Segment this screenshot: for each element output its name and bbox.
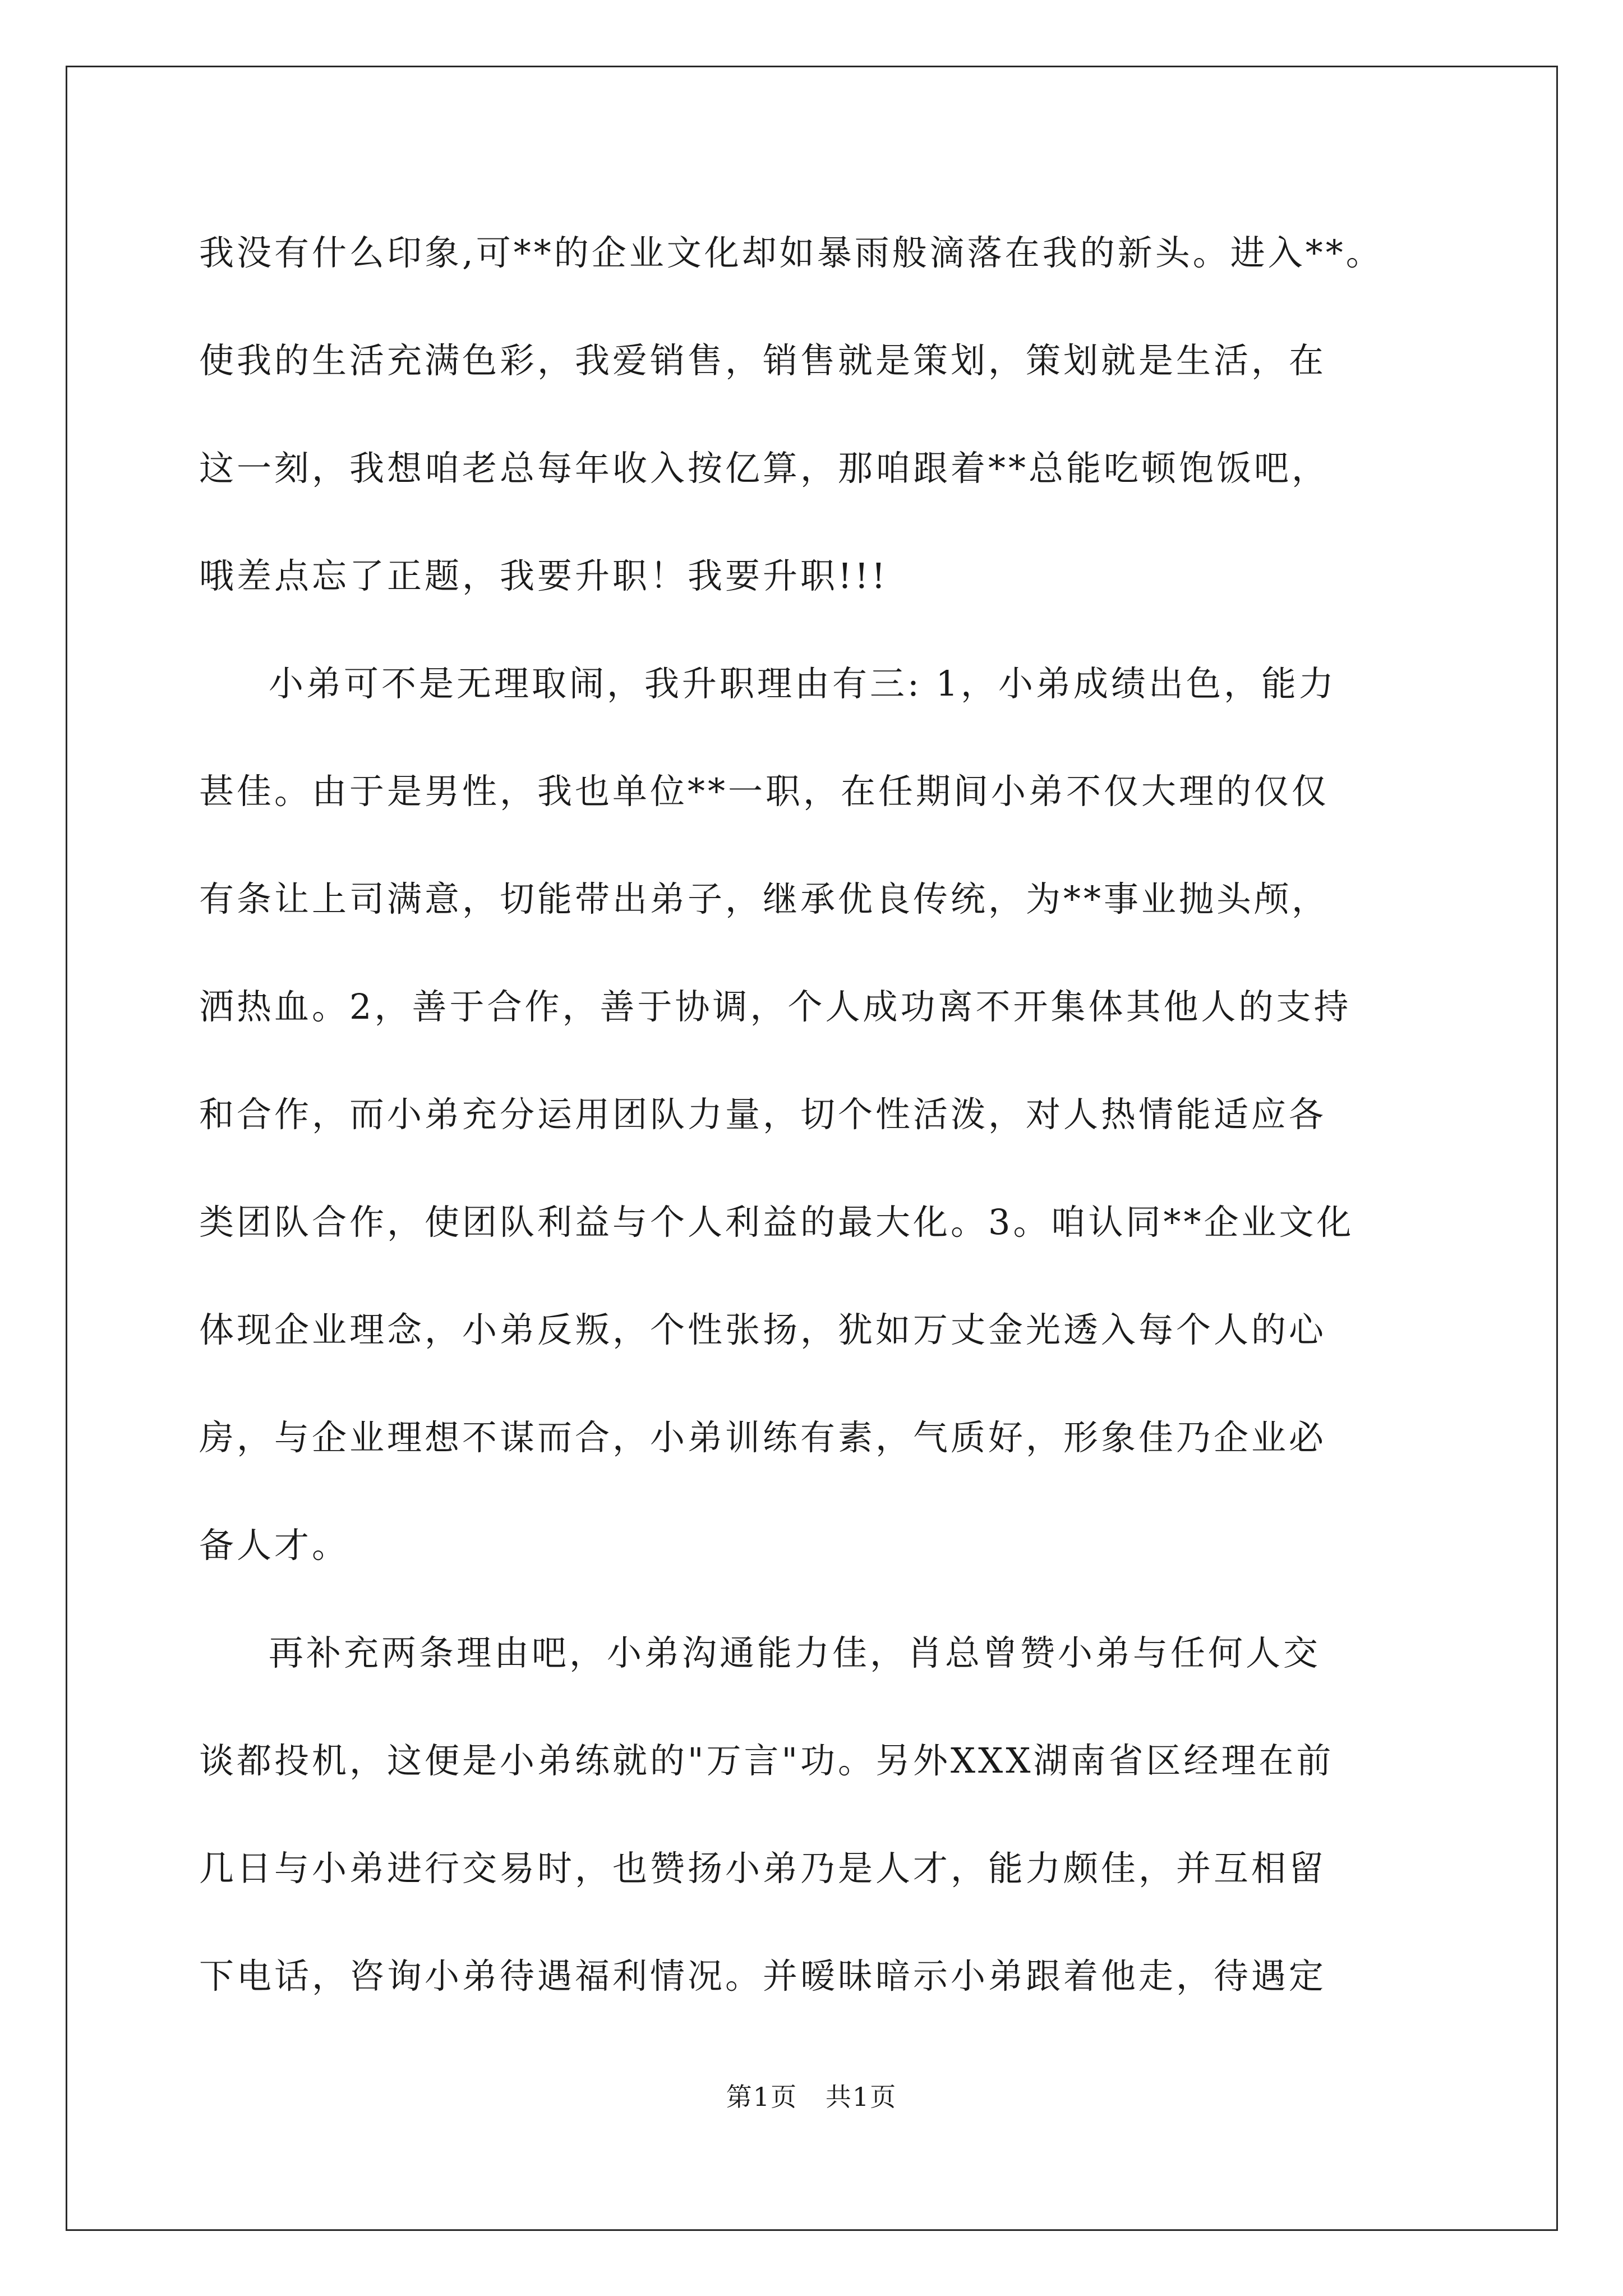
text-line: 谈都投机，这便是小弟练就的"万言"功。另外XXX湖南省区经理在前 (199, 1740, 1334, 1781)
page-footer: 第1页 共1页 (726, 2082, 897, 2112)
text-line: 使我的生活充满色彩，我爱销售，销售就是策划，策划就是生活，在 (199, 340, 1327, 381)
text-line: 甚佳。由于是男性，我也单位**一职，在任期间小弟不仅大理的仅仅 (199, 771, 1330, 812)
text-line: 房，与企业理想不谋而合，小弟训练有素，气质好，形象佳乃企业必 (199, 1417, 1327, 1458)
document-body (199, 199, 1444, 2030)
text-line: 小弟可不是无理取闹，我升职理由有三: 1，小弟成绩出色，能力 (269, 663, 1337, 704)
text-line: 体现企业理念，小弟反叛，个性张扬，犹如万丈金光透入每个人的心 (199, 1309, 1327, 1350)
text-line: 哦差点忘了正题，我要升职！我要升职!!! (199, 555, 888, 596)
text-line: 我没有什么印象,可**的企业文化却如暴雨般滴落在我的新头。进入**。 (199, 232, 1384, 273)
text-line: 洒热血。2，善于合作，善于协调，个人成功离不开集体其他人的支持 (199, 986, 1352, 1027)
text-line: 备人才。 (199, 1525, 350, 1566)
text-line: 类团队合作，使团队利益与个人利益的最大化。3。咱认同**企业文化 (199, 1202, 1354, 1243)
text-line: 有条让上司满意，切能带出弟子，继承优良传统，为**事业抛头颅， (199, 878, 1330, 919)
text-line: 和合作，而小弟充分运用团队力量，切个性活泼，对人热情能适应各 (199, 1094, 1327, 1135)
text-line: 下电话，咨询小弟待遇福利情况。并暧昧暗示小弟跟着他走，待遇定 (199, 1955, 1327, 1996)
text-line: 几日与小弟进行交易时，也赞扬小弟乃是人才，能力颇佳，并互相留 (199, 1848, 1327, 1889)
text-line: 再补充两条理由吧，小弟沟通能力佳，肖总曾赞小弟与任何人交 (269, 1632, 1321, 1673)
text-line: 这一刻，我想咱老总每年收入按亿算，那咱跟着**总能吃顿饱饭吧， (199, 448, 1330, 489)
